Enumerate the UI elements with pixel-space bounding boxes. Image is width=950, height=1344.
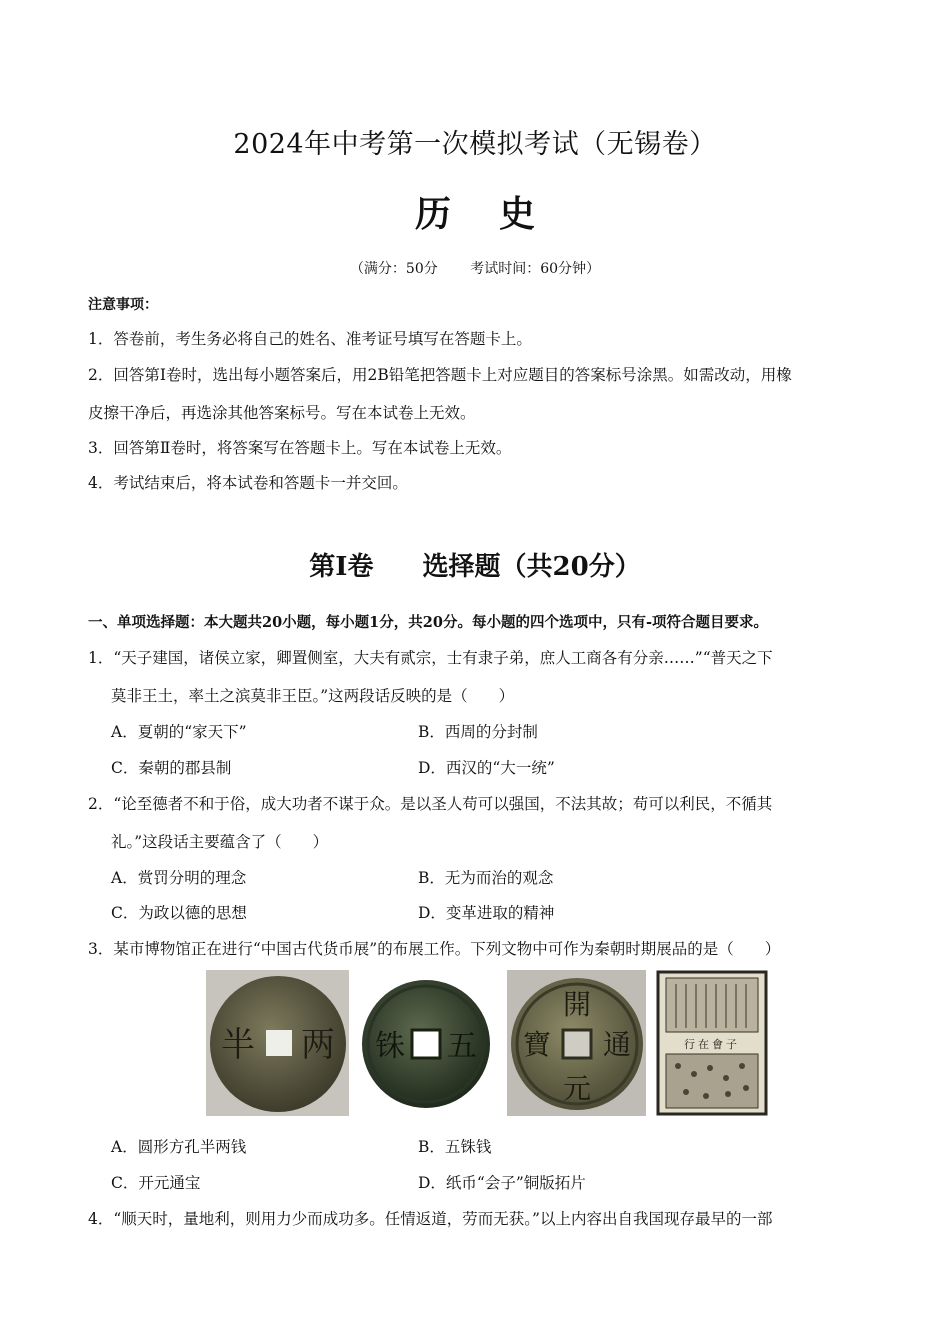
coin3-bottom-char: 元 bbox=[562, 1072, 592, 1105]
q2-option-b: B．无为而治的观念 bbox=[418, 869, 554, 887]
coin3-top-char: 開 bbox=[562, 988, 592, 1021]
huizi-plate-image bbox=[656, 970, 768, 1116]
subject-title: 历史 bbox=[414, 193, 583, 235]
q3-option-d: D．纸币“会子”铜版拓片 bbox=[418, 1174, 586, 1192]
q1-stem-line1: 1．“天子建国，诸侯立家，卿置侧室，大夫有贰宗，士有隶子弟，庶人工商各有分亲……”“普天之下 bbox=[88, 649, 773, 667]
notice-heading: 注意事项： bbox=[88, 297, 158, 313]
notice-item-3: 3．回答第Ⅱ卷时，将答案写在答题卡上。写在本试卷上无效。 bbox=[88, 439, 512, 457]
q2-option-d: D．变革进取的精神 bbox=[418, 904, 555, 922]
kaiyuan-coin-image bbox=[507, 970, 646, 1116]
q4-stem-line1: 4．“顺天时，量地利，则用力少而成功多。任情返道，劳而无获。”以上内容出自我国现存最早的一部 bbox=[88, 1210, 773, 1228]
coin3-left-char: 寶 bbox=[522, 1028, 552, 1061]
section-part: 第I卷 bbox=[309, 552, 374, 582]
q1-option-d: D．西汉的“大一统” bbox=[418, 759, 555, 777]
notice-item-4: 4．考试结束后，将本试卷和答题卡一并交回。 bbox=[88, 474, 408, 492]
q2-stem-line2: 礼。”这段话主要蕴含了（ ） bbox=[111, 833, 329, 851]
score-info: （满分：50分 bbox=[349, 261, 438, 277]
q1-option-b: B．西周的分封制 bbox=[418, 723, 538, 741]
coin1-left-char: 半 bbox=[221, 1025, 255, 1065]
time-info: 考试时间：60分钟） bbox=[470, 261, 601, 277]
exam-title: 2024年中考第一次模拟考试（无锡卷） bbox=[233, 129, 717, 160]
coin3-right-char: 通 bbox=[602, 1028, 632, 1061]
notice-item-2: 2．回答第Ⅰ卷时，选出每小题答案后，用2B铅笔把答题卡上对应题目的答案标号涂黑。如需改动，用橡 bbox=[88, 366, 792, 384]
section-name: 选择题（共20分） bbox=[422, 552, 641, 582]
notice-item-2-cont: 皮擦干净后，再选涂其他答案标号。写在本试卷上无效。 bbox=[88, 404, 476, 422]
coin2-left-char: 铢 bbox=[375, 1029, 405, 1064]
wuzhu-coin-image bbox=[360, 970, 492, 1116]
q3-stem: 3．某市博物馆正在进行“中国古代货币展”的布展工作。下列文物中可作为秦朝时期展品的是（ ） bbox=[88, 940, 781, 958]
q1-option-a: A．夏朝的“家天下” bbox=[111, 723, 247, 741]
q1-option-c: C．秦朝的郡县制 bbox=[111, 759, 232, 777]
q2-option-a: A．赏罚分明的理念 bbox=[111, 869, 247, 887]
instruction: 一、单项选择题：本大题共20小题，每小题1分，共20分。每小题的四个选项中，只有-项符合题目要求。 bbox=[88, 614, 768, 631]
coin2-right-char: 五 bbox=[447, 1029, 477, 1064]
q1-stem-line2: 莫非王土，率土之滨莫非王臣。”这两段话反映的是（ ） bbox=[111, 687, 515, 705]
banliang-coin-image bbox=[206, 970, 349, 1116]
q3-option-a: A．圆形方孔半两钱 bbox=[111, 1138, 247, 1156]
q3-option-b: B．五铢钱 bbox=[418, 1138, 492, 1156]
q2-stem-line1: 2．“论至德者不和于俗，成大功者不谋于众。是以圣人苟可以强国，不法其故；苟可以利民，不循其 bbox=[88, 795, 773, 813]
huizi-caption: 行在會子 bbox=[684, 1038, 740, 1051]
section-heading bbox=[0, 546, 950, 583]
exam-meta bbox=[0, 258, 950, 278]
q3-option-c: C．开元通宝 bbox=[111, 1174, 201, 1192]
coin1-right-char: 两 bbox=[301, 1025, 335, 1065]
q2-option-c: C．为政以德的思想 bbox=[111, 904, 247, 922]
notice-item-1: 1．答卷前，考生务必将自己的姓名、准考证号填写在答题卡上。 bbox=[88, 330, 532, 348]
